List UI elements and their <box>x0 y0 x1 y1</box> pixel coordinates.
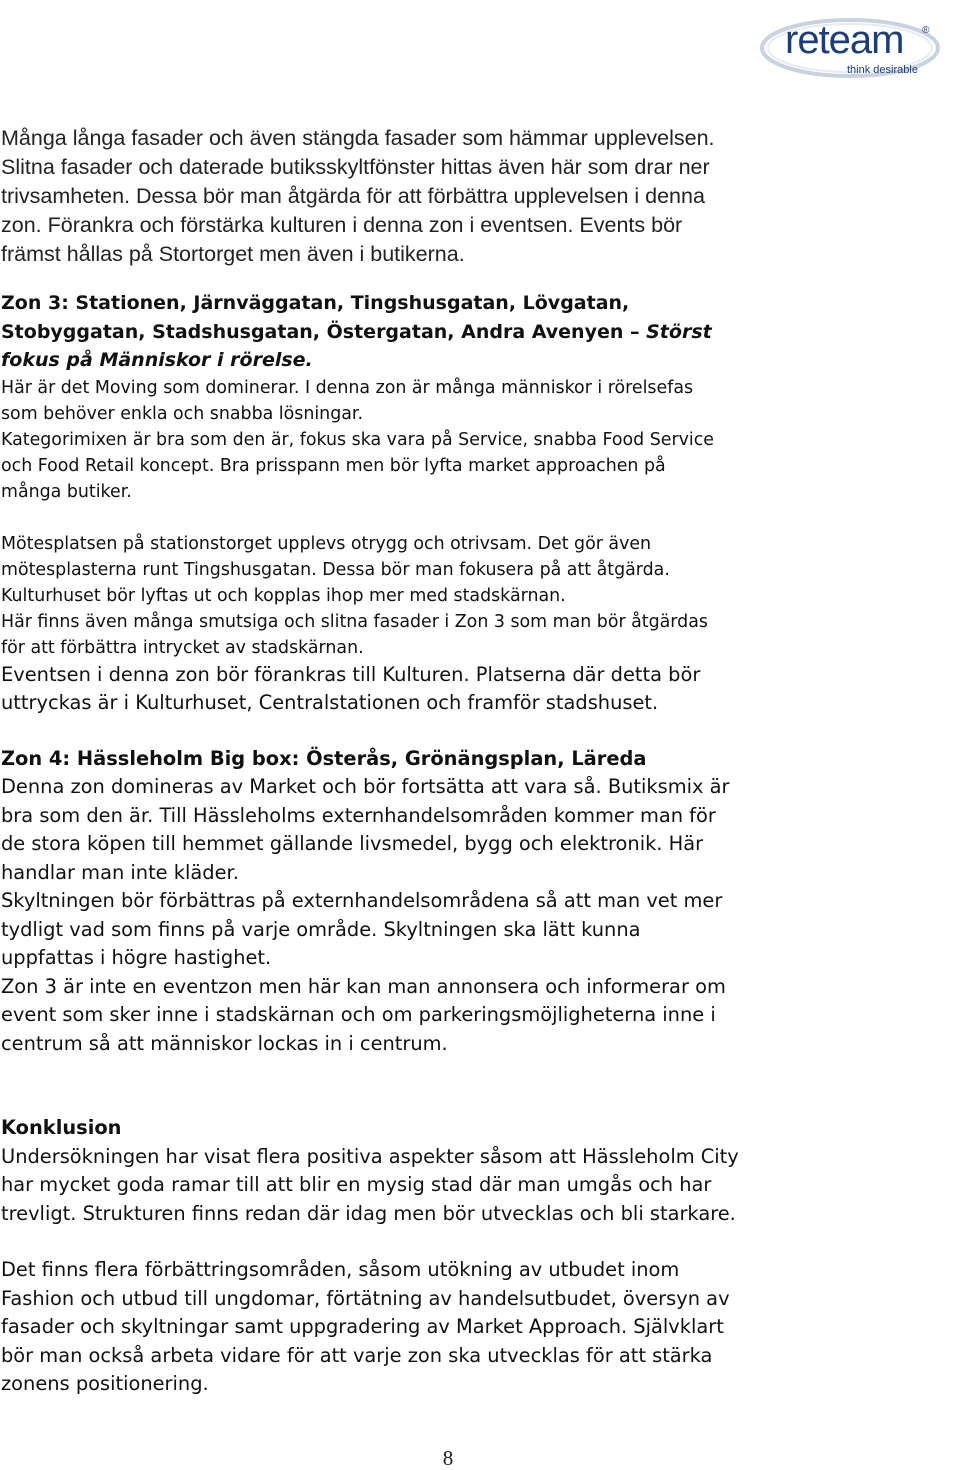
text-line: Många långa fasader och även stängda fasader som hämmar upplevelsen. <box>1 126 715 150</box>
text-line: Skyltningen bör förbättras på externhandelsområdena så att man vet mer <box>1 889 723 912</box>
text-line: många butiker. <box>1 481 132 502</box>
text-line: Denna zon domineras av Market och bör fortsätta att vara så. Butiksmix är <box>1 775 730 798</box>
text-line: Det finns flera förbättringsområden, såsom utökning av utbudet inom <box>1 1258 680 1281</box>
text-line: Eventsen i denna zon bör förankras till Kulturen. Platserna där detta bör <box>1 662 701 686</box>
heading-line: Konklusion <box>1 1116 122 1139</box>
text-line: Kulturhuset bör lyftas ut och kopplas ihop mer med stadskärnan. <box>1 585 566 606</box>
text-line: Kategorimixen är bra som den är, fokus ska vara på Service, snabba Food Service <box>1 429 714 450</box>
zon3-events <box>1 661 946 718</box>
text-line: bra som den är. Till Hässleholms externhandelsområden kommer man för <box>1 803 716 827</box>
zon4-heading <box>1 745 946 774</box>
text-line: Här finns även många smutsiga och slitna fasader i Zon 3 som man bör åtgärdas <box>1 611 708 632</box>
text-line: Undersökningen har visat flera positiva aspekter såsom att Hässleholm City <box>1 1144 739 1168</box>
konklusion-paragraph-1 <box>1 1143 946 1229</box>
reteam-logo <box>755 14 945 82</box>
konklusion-paragraph-2 <box>1 1256 946 1399</box>
text-line: tydligt vad som finns på varje område. Skyltningen ska lätt kunna <box>1 917 641 941</box>
document-body <box>1 124 946 1399</box>
page-number: 8 <box>442 1446 454 1470</box>
text-line: de stora köpen till hemmet gällande livsmedel, bygg och elektronik. Här <box>1 832 704 855</box>
logo-tagline: think desirable <box>847 64 918 76</box>
text-line: har mycket goda ramar till att blir en mysig stad där man umgås och har <box>1 1173 712 1196</box>
zon3-heading <box>1 289 946 375</box>
text-line: för att förbättra intrycket av stadskärnan. <box>1 637 364 658</box>
heading-line-text: Stobyggatan, Stadshusgatan, Östergatan, Andra Avenyen <box>1 320 624 343</box>
text-line: event som sker inne i stadskärnan och om parkeringsmöjligheterna inne i <box>1 1003 716 1026</box>
text-line: och Food Retail koncept. Bra prisspann men bör lyfta market approachen på <box>1 455 666 476</box>
text-line: Mötesplatsen på stationstorget upplevs otrygg och otrivsam. Det gör även <box>1 533 652 554</box>
heading-dash: – <box>623 320 647 343</box>
text-line: handlar man inte kläder. <box>1 860 239 884</box>
text-line: Fashion och utbud till ungdomar, förtätning av handelsutbudet, översyn av <box>1 1286 730 1310</box>
text-line: trevligt. Strukturen finns redan där idag men bör utvecklas och bli starkare. <box>1 1201 736 1225</box>
heading-emphasis: Störst <box>646 320 712 343</box>
text-line: som behöver enkla och snabba lösningar. <box>1 403 363 424</box>
zon3-body <box>1 375 946 505</box>
text-line: Slitna fasader och daterade butiksskyltfönster hittas även här som drar ner <box>1 155 710 179</box>
text-line: centrum så att människor lockas in i centrum. <box>1 1031 448 1055</box>
text-line: uttryckas är i Kulturhuset, Centralstationen och framför stadshuset. <box>1 691 659 714</box>
text-line: Här är det Moving som dominerar. I denna zon är många människor i rörelsefas <box>1 377 694 398</box>
intro-paragraph <box>1 124 946 269</box>
heading-emphasis-line: fokus på Människor i rörelse. <box>1 349 313 371</box>
text-line: uppfattas i högre hastighet. <box>1 946 272 969</box>
heading-line: Zon 4: Hässleholm Big box: Österås, Grönängsplan, Läreda <box>1 746 647 770</box>
heading-line: Zon 3: Stationen, Järnväggatan, Tingshusgatan, Lövgatan, <box>1 292 630 314</box>
text-line: zon. Förankra och förstärka kulturen i denna zon i eventsen. Events bör <box>1 213 683 237</box>
text-line: Zon 3 är inte en eventzon men här kan man annonsera och informerar om <box>1 974 726 998</box>
heading-line <box>1 318 946 347</box>
konklusion-heading <box>1 1114 946 1143</box>
text-line: trivsamheten. Dessa bör man åtgärda för att förbättra upplevelsen i denna <box>1 184 705 208</box>
text-line: fasader och skyltningar samt uppgradering av Market Approach. Självklart <box>1 1315 724 1338</box>
logo-registered-mark: ® <box>922 25 930 36</box>
text-line: bör man också arbeta vidare för att varje zon ska utvecklas för att stärka <box>1 1343 713 1367</box>
text-line: zonens positionering. <box>1 1372 209 1395</box>
text-line: mötesplasterna runt Tingshusgatan. Dessa bör man fokusera på att åtgärda. <box>1 559 670 580</box>
text-line: främst hållas på Stortorget men även i butikerna. <box>1 242 465 266</box>
zon4-body <box>1 773 946 1058</box>
zon3-body-2 <box>1 531 946 661</box>
logo-wordmark: reteam <box>785 18 904 62</box>
